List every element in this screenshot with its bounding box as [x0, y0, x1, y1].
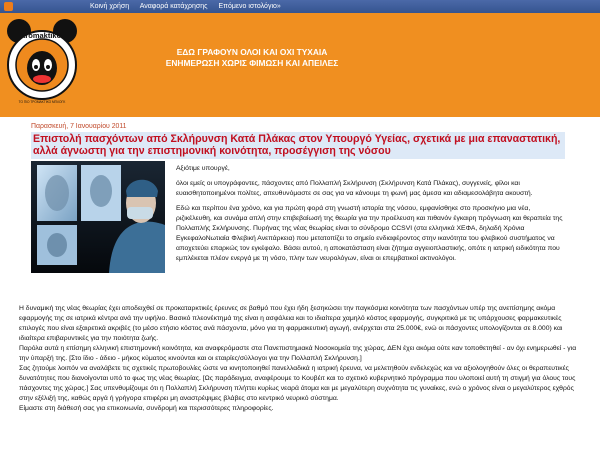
post-title[interactable]: Επιστολή πασχόντων από Σκλήρυνση Κατά Πλάκας στον Υπουργό Υγείας, σχετικά με μια επαναστατική, αλλά άγνωστη για την επιστημονική κοινότητα, προσέγγιση της νόσου	[31, 132, 565, 159]
salutation: Αξιότιμε υπουργέ,	[176, 165, 230, 172]
body-paragraph: Παρόλα αυτά η επίσημη ελληνική επιστημονική κοινότητα, και αναφερόμαστε στα Πανεπιστημιακά Νοσοκομεία της χώρας, ΔΕΝ έχει ακόμα ούτε καν τοποθετηθεί - αν όχι ενημερωθεί - για την ύπαρξή της. [Στο ίδιο - άδειο - μήκος κύματος κινούνται και οι εταιρίες/σύλλογοι για την Πολλαπλή Σκλήρυνση.]	[19, 345, 577, 362]
blog-post	[0, 117, 600, 468]
post-body	[19, 304, 579, 414]
tagline-line-2: ΕΝΗΜΕΡΩΣΗ ΧΩΡΙΣ ΦΙΜΩΣΗ ΚΑΙ ΑΠΕΙΛΕΣ	[165, 58, 339, 68]
navbar-links	[90, 0, 290, 13]
intro-paragraph: Εδώ και περίπου ένα χρόνο, και για πρώτη φορά στη γνωστή ιστορία της νόσου, εμφανίσθηκε στο προσκήνιο μια νέα, ριζικέλευθη, και συνάμα απλή στην επιβεβαίωσή της θεωρία για την προέλευση και πιθανόν έγκαιρη πρόγνωση και θεραπεία της Πολλαπλής Σκλήρυνσης. Πυρήνας της νέας θεωρίας είναι το σύνδρομο CCSVI (στα ελληνικά ΧΕΦΑ, δηλαδή Χρόνια ΕγκεφαλοΝωτιαία Φλεβική Ανεπάρκεια) που μετατοπίζει το σημείο ενδιαφέροντος στην ικανότητα του φλεβικού συστήματος να αποχετεύει επαρκώς τον εγκέφαλο. Βάσει αυτού, η αποκατάσταση είναι ζήτημα αγγειοπλαστικής, οπότε η ιατρική ειδικότητα που εμπλέκεται πλέον ενεργά με τη νόσο, πλην των νευρολόγων, είναι οι επεμβατικοί ακτινολόγοι.	[176, 205, 563, 262]
blogger-logo-icon[interactable]	[4, 2, 13, 11]
blog-logo-image[interactable]	[5, 17, 79, 113]
post-intro	[176, 164, 566, 269]
share-link[interactable]: Κοινή χρήση	[90, 3, 130, 10]
post-date: Παρασκευή, 7 Ιανουαρίου 2011	[31, 123, 127, 130]
tagline-line-1: ΕΔΩ ΓΡΑΦΟΥΝ ΟΛΟΙ ΚΑΙ ΟΧΙ ΤΥΧΑΙΑ	[176, 47, 328, 57]
next-blog-link[interactable]: Επόμενο ιστολόγιο»	[218, 3, 281, 10]
body-paragraph: Σας ζητούμε λοιπόν να αναλάβετε τις σχετικές πρωτοβουλίες ώστε να κινητοποιηθεί πανελλαδικά η ιατρική έρευνα, να μελετηθούν ενδελεχώς και να αξιολογηθούν όλες οι θεραπευτικές δυνατότητες που διανοίγονται υπό το φως της νέας θεωρίας. [Ως παράδειγμα, αναφέρουμε το Κουβέιτ και το σχετικό κυβερνητικό πρόγραμμα που υλοποιεί αυτή τη στιγμή για όλους τους πάσχοντες της χώρας.] Σας υπενθυμίζουμε ότι η Πολλαπλή Σκλήρυνση πλήττει κυρίως νεαρά άτομα και με μεγαλύτερη συχνότητα τις γυναίκες, ενώ ο χρόνος είναι ο μεγαλύτερος εχθρός στην εξέλιξή της, καθώς αργά ή γρήγορα επιφέρει μη αναστρέψιμες βλάβες στο κεντρικό νευρικό σύστημα.	[19, 365, 576, 402]
intro-paragraph: όλοι εμείς οι υπογράφοντες, πάσχοντες από Πολλαπλή Σκλήρυνση (Σκλήρυνση Κατά Πλάκας), συγγενείς, φίλοι και ευαισθητοποιημένοι πολίτες, απευθυνόμαστε σε σας για να κάνουμε τη φωνή μας άμεσα και αδιαμεσολάβητα ακουστή.	[176, 180, 533, 197]
body-paragraph: Η δυναμική της νέας θεωρίας έχει αποδειχθεί σε προκαταρκτικές έρευνες σε βαθμό που έχει ήδη ξεσηκώσει την παγκόσμια κοινότητα των πασχόντων υπέρ της ανεπίσημης ακόμα εφαρμογής της σε ιατρικά κέντρα ανά την υφήλιο. Βασικό πλεονέκτημά της είναι η ασφάλεια και το ιδιαίτερα χαμηλό κόστος εφαρμογής, συγκριτικά με τις υπάρχουσες φαρμακευτικές επιλογές που είναι εξαιρετικά ακριβές (το μέσο ετήσιο κόστος ανά πάσχοντα, μόνο για τη φαρμακευτική αγωγή, ανέρχεται στα 25.000€, ενώ οι πάσχοντες υπολογίζονται σε 8.000) και ιδιαίτερα επιβαρυντικές για την ποιότητα ζωής.	[19, 305, 563, 342]
report-abuse-link[interactable]: Αναφορά κατάχρησης	[139, 3, 208, 10]
blog-header	[0, 13, 600, 117]
blogger-navbar	[0, 0, 600, 13]
post-image[interactable]	[31, 161, 165, 273]
blog-tagline	[92, 47, 412, 69]
blog-logo-title: tromaktiko	[22, 31, 62, 40]
body-paragraph: Είμαστε στη διάθεσή σας για επικοινωνία, συνδρομή και περισσότερες πληροφορίες.	[19, 405, 274, 412]
blog-logo-subtitle: ΤΟ ΠΙΟ ΤΡΟΜΑΚΤΙΚΟ ΜΠΛΟΓΚ	[18, 100, 66, 104]
